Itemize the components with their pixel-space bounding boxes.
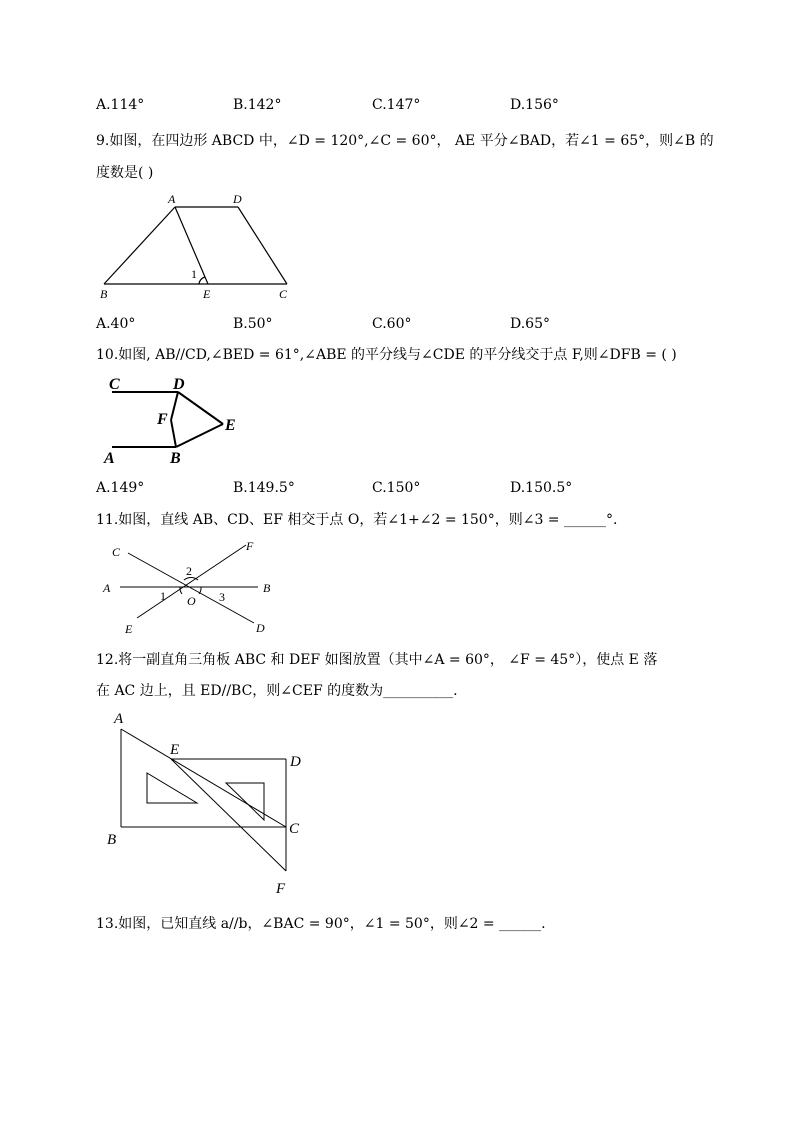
q12-question-line2: 在 AC 边上，且 ED//BC，则∠CEF 的度数为__________. xyxy=(96,683,458,699)
q8-option-b: B.142° xyxy=(233,97,282,113)
q11-label-e: E xyxy=(125,622,133,636)
q10-option-b: B.149.5° xyxy=(233,480,295,496)
q10-option-c: C.150° xyxy=(372,480,421,496)
q12-label-c: C xyxy=(289,821,300,837)
q11-question-line1: 11.如图，直线 AB、CD、EF 相交于点 O，若∠1+∠2 = 150°，则∠3 = ______°. xyxy=(96,512,618,528)
q9-label-angle1: 1 xyxy=(191,267,197,281)
q9-option-d: D.65° xyxy=(510,316,550,332)
q8-option-d: D.156° xyxy=(510,97,559,113)
q11-label-d: D xyxy=(256,621,265,635)
q10-label-a: A xyxy=(104,450,115,467)
q11-label-a: A xyxy=(103,581,111,595)
q9-label-a: A xyxy=(168,192,176,206)
q9-option-b: B.50° xyxy=(233,316,273,332)
q12-label-a: A xyxy=(114,711,124,727)
q9-label-b: B xyxy=(100,287,108,301)
q13-question-line1: 13.如图，已知直线 a//b，∠BAC = 90°，∠1 = 50°，则∠2 = ______. xyxy=(96,916,546,932)
q12-label-b: B xyxy=(107,832,117,848)
q9-question-line2: 度数是( ) xyxy=(96,165,154,181)
q12-label-f: F xyxy=(276,881,286,897)
q10-label-c: C xyxy=(109,376,120,393)
q12-label-d: D xyxy=(290,754,301,770)
q8-option-c: C.147° xyxy=(372,97,421,113)
q10-option-a: A.149° xyxy=(96,480,145,496)
q9-option-c: C.60° xyxy=(372,316,412,332)
q10-question-line1: 10.如图, AB//CD,∠BED = 61°,∠ABE 的平分线与∠CDE 的平分线交于点 F,则∠DFB = ( ) xyxy=(96,347,677,363)
q8-option-a: A.114° xyxy=(96,97,145,113)
q11-label-angle2: 2 xyxy=(186,564,192,578)
q9-label-e: E xyxy=(203,287,211,301)
q12-question-line1: 12.将一副直角三角板 ABC 和 DEF 如图放置（其中∠A = 60°， ∠F = 45°），使点 E 落 xyxy=(96,652,658,668)
q10-label-f: F xyxy=(157,411,168,428)
q10-option-d: D.150.5° xyxy=(510,480,573,496)
q11-label-b: B xyxy=(263,581,271,595)
q11-label-angle1: 1 xyxy=(160,589,166,603)
q10-label-d: D xyxy=(173,376,185,393)
q9-question-line1: 9.如图，在四边形 ABCD 中，∠D = 120°,∠C = 60°， AE 平分∠BAD，若∠1 = 65°，则∠B 的 xyxy=(96,133,714,149)
q9-label-d: D xyxy=(233,192,242,206)
q10-label-b: B xyxy=(170,450,181,467)
q9-label-c: C xyxy=(279,287,288,301)
q11-label-f: F xyxy=(246,539,254,553)
q11-label-o: O xyxy=(187,594,196,608)
q11-label-c: C xyxy=(112,545,121,559)
q11-label-angle3: 3 xyxy=(219,590,225,604)
q12-label-e: E xyxy=(170,742,180,758)
q10-label-e: E xyxy=(225,417,236,434)
q9-option-a: A.40° xyxy=(96,316,136,332)
